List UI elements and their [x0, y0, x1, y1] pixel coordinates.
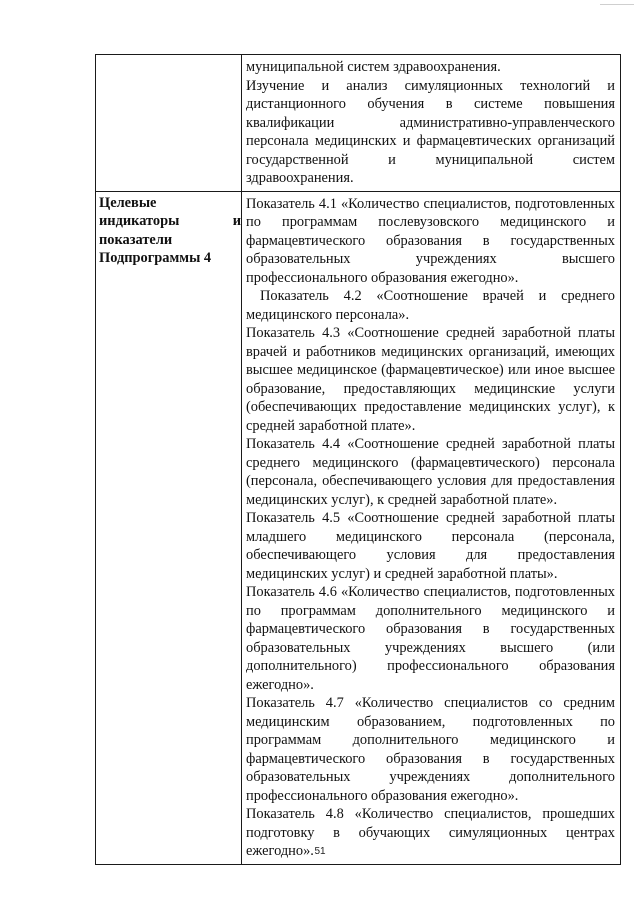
- empty-label-cell: [96, 55, 242, 192]
- row-label-line: Подпрограммы 4: [99, 250, 212, 266]
- content-cell-indicators: [242, 191, 621, 864]
- indicator-4-8: Показатель 4.8 «Количество специалистов, прошедших подготовку в обучающих симуляционных центрах ежегодно».: [246, 806, 615, 859]
- label-cell-indicators: [96, 191, 242, 864]
- row-label-line: Целевые: [99, 194, 157, 211]
- paragraph: Изучение и анализ симуляционных технологий и дистанционного обучения в системе повышения квалификации административно-управленческого персонала медицинских и фармацевтических организаций государственной и муниципальной систем здравоохранения.: [246, 77, 615, 186]
- content-cell-tasks: [242, 55, 621, 192]
- indicator-4-2: Показатель 4.2 «Соотношение врачей и среднего медицинского персонала».: [246, 288, 615, 323]
- scan-edge-mark: [600, 4, 634, 5]
- row-label-line: показатели: [99, 231, 173, 248]
- row-label: [96, 192, 241, 268]
- page-number: 51: [314, 846, 326, 857]
- indicator-4-4: Показатель 4.4 «Соотношение средней заработной платы среднего медицинского (фармацевтического) персонала (персонала, обеспечивающего условия для предоставления медицинских услуг), к средней заработной плате».: [246, 436, 615, 508]
- indicator-4-7: Показатель 4.7 «Количество специалистов со средним медицинским образованием, подготовленных по программам дополнительного медицинского и фармацевтического образования в государственных образовательных учреждениях дополнительного профессионального образования ежегодно».: [246, 695, 615, 804]
- program-table: [95, 54, 621, 865]
- indicator-4-5: Показатель 4.5 «Соотношение средней заработной платы младшего медицинского персонала (персонала, обеспечивающего условия для предоставления медицинских услуг) и средней заработной платы».: [246, 510, 615, 582]
- paragraph: муниципальной систем здравоохранения.: [246, 59, 501, 75]
- indicator-4-6: Показатель 4.6 «Количество специалистов, подготовленных по программам дополнительного медицинского и фармацевтического образования в государственных образовательных учреждениях высшего (или дополнительного) профессионального образования ежегодно».: [246, 584, 615, 693]
- table-row-indicators: [96, 191, 621, 864]
- indicator-4-1: Показатель 4.1 «Количество специалистов, подготовленных по программам послевузовского медицинского и фармацевтического образования в государственных образовательных учреждениях высшего профессионального образования ежегодно».: [246, 195, 615, 286]
- row-label-line: индикаторы и: [99, 213, 241, 229]
- table-row-continuation: [96, 55, 621, 192]
- indicator-4-3: Показатель 4.3 «Соотношение средней заработной платы врачей и работников медицинских организаций, имеющих высшее медицинское (фармацевтическое) или иное высшее образование, предоставляющих медицинские услуги (обеспечивающих предоставление медицинских услуг), к средней заработной плате».: [246, 325, 615, 434]
